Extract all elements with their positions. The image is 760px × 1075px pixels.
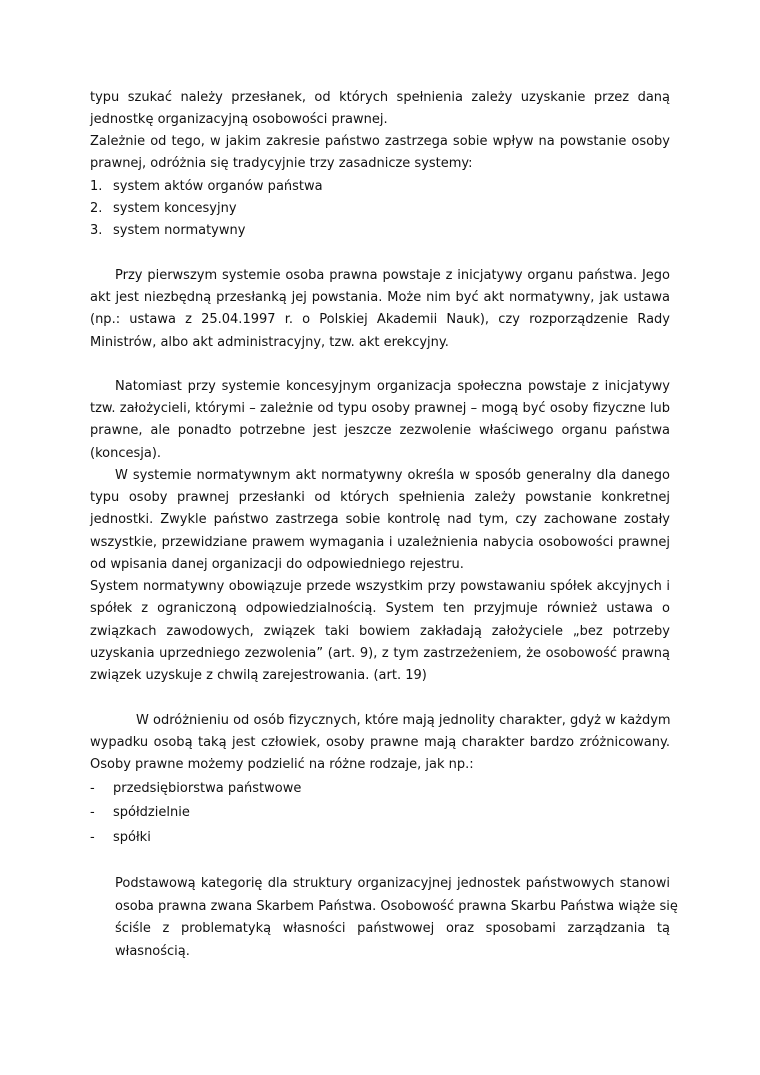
text-line: (np.: ustawa z 25.04.1997 r. o Polskiej Akademii Nauk), czy rozporządzenie Rady — [90, 312, 670, 327]
list-bullet: - — [90, 781, 95, 796]
list-bullet: - — [90, 805, 95, 820]
list-bullet: - — [90, 830, 95, 845]
text-line: jednostkę organizacyjną osobowości prawnej. — [90, 112, 388, 127]
text-line: związek uzyskuje z chwilą zarejestrowania. (art. 19) — [90, 668, 427, 683]
text-line: Osoby prawne możemy podzielić na różne rodzaje, jak np.: — [90, 757, 474, 772]
text-line: wypadku osobą taką jest człowiek, osoby prawne mają charakter bardzo zróżnicowany. — [90, 735, 670, 750]
text-line: Zależnie od tego, w jakim zakresie państwo zastrzega sobie wpływ na powstanie osoby — [90, 134, 670, 149]
list-item: przedsiębiorstwa państwowe — [113, 781, 302, 796]
text-line: Przy pierwszym systemie osoba prawna powstaje z inicjatywy organu państwa. Jego — [115, 268, 670, 283]
text-line: osoba prawna zwana Skarbem Państwa. Osobowość prawna Skarbu Państwa wiąże się — [115, 899, 678, 914]
list-number: 3. — [90, 223, 103, 238]
text-line: Natomiast przy systemie koncesyjnym organizacja społeczna powstaje z inicjatywy — [115, 379, 670, 394]
text-line: typu osoby prawnej przesłanki od których spełnienia zależy powstanie konkretnej — [90, 490, 670, 505]
list-item: spółdzielnie — [113, 805, 190, 820]
text-line: System normatywny obowiązuje przede wszystkim przy powstawaniu spółek akcyjnych i — [90, 579, 670, 594]
text-line: uzyskania uprzedniego zezwolenia” (art. 9), z tym zastrzeżeniem, że osobowość prawną — [90, 646, 670, 661]
text-line: własnością. — [115, 944, 190, 959]
text-line: typu szukać należy przesłanek, od których spełnienia zależy uzyskanie przez daną — [90, 90, 670, 105]
text-line: jednostki. Zwykle państwo zastrzega sobie kontrolę nad tym, czy zachowane zostały — [90, 512, 670, 527]
text-line: związkach zawodowych, związek taki bowiem zakładają założyciele „bez potrzeby — [90, 624, 670, 639]
text-line: wszystkie, przewidziane prawem wymagania i uzależnienia nabycia osobowości prawnej — [90, 535, 670, 550]
list-item: system koncesyjny — [113, 201, 237, 216]
list-item: system normatywny — [113, 223, 246, 238]
text-line: W systemie normatywnym akt normatywny określa w sposób generalny dla danego — [115, 468, 670, 483]
text-line: spółek z ograniczoną odpowiedzialnością. System ten przyjmuje również ustawa o — [90, 601, 670, 616]
text-line: Ministrów, albo akt administracyjny, tzw. akt erekcyjny. — [90, 335, 449, 350]
text-line: (koncesja). — [90, 446, 162, 461]
text-line: tzw. założycieli, którymi – zależnie od typu osoby prawnej – mogą być osoby fizyczne lub — [90, 401, 670, 416]
list-item: system aktów organów państwa — [113, 179, 323, 194]
list-item: spółki — [113, 830, 151, 845]
text-line: prawne, ale ponadto potrzebne jest jeszcze zezwolenie właściwego organu państwa — [90, 423, 670, 438]
text-line: prawnej, odróżnia się tradycyjnie trzy zasadnicze systemy: — [90, 156, 473, 171]
text-line: Podstawową kategorię dla struktury organizacyjnej jednostek państwowych stanowi — [115, 876, 670, 891]
list-number: 1. — [90, 179, 103, 194]
text-line: W odróżnieniu od osób fizycznych, które mają jednolity charakter, gdyż w każdym — [136, 713, 671, 728]
text-line: ściśle z problematyką własności państwowej oraz sposobami zarządzania tą — [115, 921, 670, 936]
text-line: akt jest niezbędną przesłanką jej powstania. Może nim być akt normatywny, jak ustawa — [90, 290, 670, 305]
text-line: od wpisania danej organizacji do odpowiedniego rejestru. — [90, 557, 464, 572]
list-number: 2. — [90, 201, 103, 216]
